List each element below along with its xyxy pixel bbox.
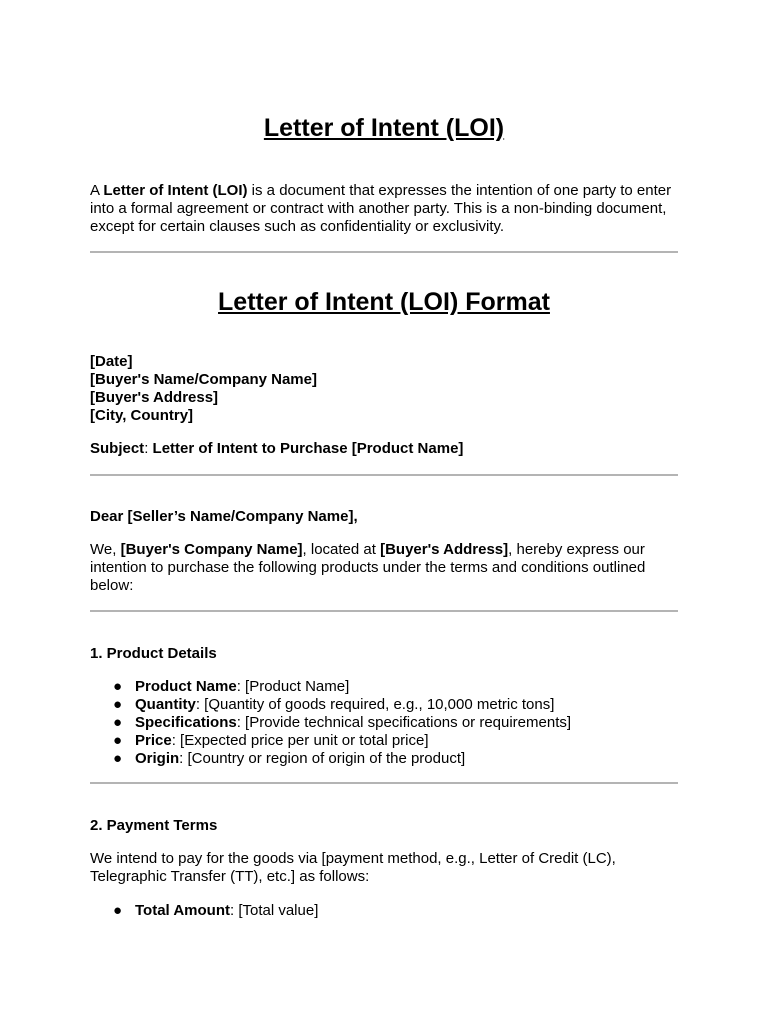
item-label: Origin bbox=[135, 750, 180, 767]
subject-label: Subject bbox=[90, 440, 145, 457]
item-value: : [Total value] bbox=[229, 902, 319, 919]
divider bbox=[90, 251, 678, 253]
item-value: : [Country or region of origin of the product] bbox=[179, 750, 466, 767]
divider bbox=[90, 474, 678, 476]
item-value: : [Provide technical specifications or requirements] bbox=[236, 714, 572, 731]
buyer-company-placeholder: [Buyer's Company Name] bbox=[120, 541, 303, 558]
list-item bbox=[90, 696, 678, 714]
list-item bbox=[90, 750, 678, 768]
bullet-icon: ● bbox=[113, 678, 123, 695]
date-placeholder: [Date] bbox=[90, 353, 133, 370]
item-label: Total Amount bbox=[135, 902, 230, 919]
subject-sep: : bbox=[144, 440, 153, 457]
list-item bbox=[90, 678, 678, 696]
buyer-name-placeholder: [Buyer's Name/Company Name] bbox=[90, 371, 317, 388]
section-heading-text: 1. Product Details bbox=[90, 645, 217, 662]
bullet-icon: ● bbox=[113, 696, 123, 713]
format-title: Letter of Intent (LOI) Format bbox=[218, 288, 550, 316]
item-label: Product Name bbox=[135, 678, 237, 695]
intro-prefix: A bbox=[90, 182, 104, 199]
item-label: Price bbox=[135, 732, 172, 749]
item-value: : [Product Name] bbox=[236, 678, 350, 695]
body-text-3: , hereby express our intention to purchase the following products under the terms and conditions outlined below: bbox=[90, 541, 646, 594]
bullet-icon: ● bbox=[113, 902, 123, 919]
item-label: Quantity bbox=[135, 696, 196, 713]
buyer-address-inline: [Buyer's Address] bbox=[380, 541, 509, 558]
divider bbox=[90, 782, 678, 784]
buyer-address-placeholder: [Buyer's Address] bbox=[90, 389, 219, 406]
product-details-list bbox=[90, 678, 678, 768]
subject-line bbox=[90, 440, 678, 458]
body-text-1: We, bbox=[90, 541, 121, 558]
list-item bbox=[90, 714, 678, 732]
body-paragraph bbox=[90, 541, 678, 595]
divider bbox=[90, 610, 678, 612]
body-text-2: , located at bbox=[302, 541, 381, 558]
section-heading-text: 2. Payment Terms bbox=[90, 817, 218, 834]
item-label: Specifications bbox=[135, 714, 237, 731]
bullet-icon: ● bbox=[113, 732, 123, 749]
payment-paragraph: We intend to pay for the goods via [payment method, e.g., Letter of Credit (LC), Telegraphic Transfer (TT), etc.] as follows: bbox=[90, 850, 616, 885]
header-block bbox=[90, 353, 678, 425]
item-value: : [Quantity of goods required, e.g., 10,000 metric tons] bbox=[195, 696, 555, 713]
list-item bbox=[90, 902, 678, 920]
subject-value: Letter of Intent to Purchase [Product Name] bbox=[152, 440, 464, 457]
salutation-text: Dear [Seller’s Name/Company Name], bbox=[90, 508, 358, 525]
salutation bbox=[90, 508, 678, 526]
intro-term: Letter of Intent (LOI) bbox=[103, 182, 248, 199]
section-heading bbox=[90, 645, 678, 663]
document-title: Letter of Intent (LOI) bbox=[263, 114, 505, 142]
bullet-icon: ● bbox=[113, 750, 123, 767]
item-value: : [Expected price per unit or total price] bbox=[171, 732, 429, 749]
intro-text: is a document that expresses the intention of one party to enter into a formal agreement or contract with another party. This is a non-binding document, except for certain clauses such as confidentiality or exclusivity. bbox=[90, 182, 672, 235]
section-heading bbox=[90, 817, 678, 835]
intro-paragraph bbox=[90, 182, 678, 236]
city-country-placeholder: [City, Country] bbox=[90, 407, 194, 424]
list-item bbox=[90, 732, 678, 750]
payment-list bbox=[90, 902, 678, 920]
bullet-icon: ● bbox=[113, 714, 123, 731]
